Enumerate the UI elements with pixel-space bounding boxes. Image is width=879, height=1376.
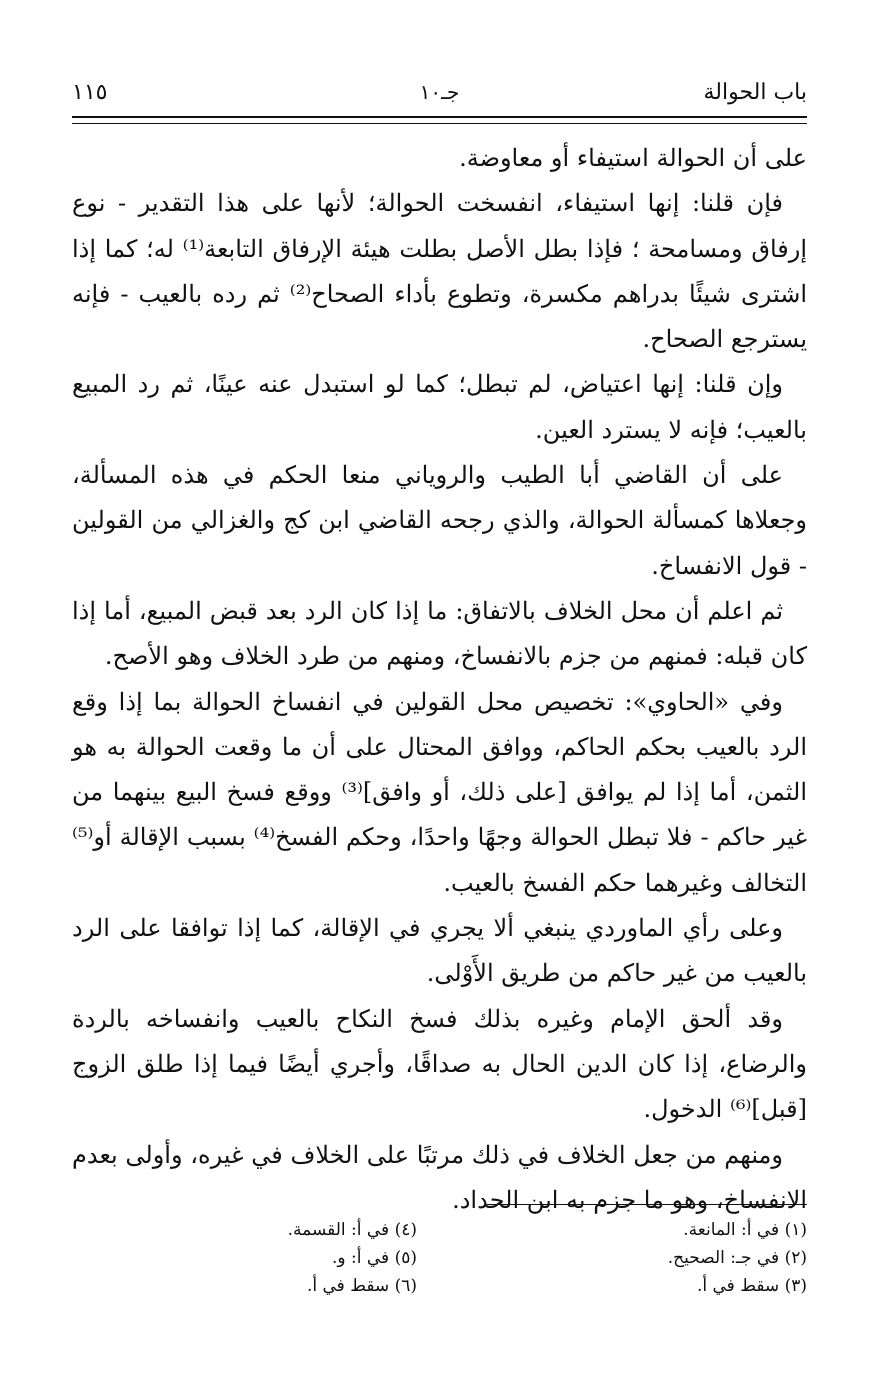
paragraph: وعلى رأي الماوردي ينبغي ألا يجري في الإقالة، كما إذا توافقا على الرد بالعيب من غير حاكم من طريق الأَوْلى. xyxy=(72,914,807,988)
header-rule-thin xyxy=(72,123,807,124)
paragraph: وإن قلنا: إنها اعتياض، لم تبطل؛ كما لو استبدل عنه عينًا، ثم رد المبيع بالعيب؛ فإنه لا يسترد العين. xyxy=(72,370,807,444)
paragraph: وقد ألحق الإمام وغيره بذلك فسخ النكاح بالعيب وانفساخه بالردة والرضاع، إذا كان الدين الحال به صداقًا، وأجري أيضًا فيما إذا طلق الزوج [قبل]⁽⁶⁾ الدخول. xyxy=(72,1004,807,1124)
footnotes-column-right xyxy=(507,1216,807,1300)
paragraph: وفي «الحاوي»: تخصيص محل القولين في انفساخ الحوالة بما إذا وقع الرد بالعيب بحكم الحاكم، ووافق المحتال على أن ما وقعت الحوالة به هو الثمن، أما إذا لم يوافق [على ذلك، أو وافق]⁽³⁾ ووقع فسخ البيع بينهما من غير حاكم - فلا تبطل الحوالة وجهًا واحدًا، وحكم الفسخ⁽⁴⁾ بسبب الإقالة أو⁽⁵⁾ التخالف وغيرهما حكم الفسخ بالعيب. xyxy=(72,687,807,897)
footnote: (٢) في جـ: الصحيح. xyxy=(667,1248,807,1268)
page-number: ١١٥ xyxy=(72,80,108,105)
footnote: (١) في أ: المانعة. xyxy=(683,1220,807,1240)
running-header xyxy=(72,80,807,116)
paragraph: ومنهم من جعل الخلاف في ذلك مرتبًا على الخلاف في غيره، وأولى بعدم الانفساخ، وهو ما جزم به ابن الحداد. xyxy=(72,1140,807,1214)
footnote: (٣) سقط في أ. xyxy=(696,1276,807,1296)
footnote: (٥) في أ: و. xyxy=(332,1248,417,1268)
paragraph: ثم اعلم أن محل الخلاف بالاتفاق: ما إذا كان الرد بعد قبض المبيع، أما إذا كان قبله: فمنهم من جزم بالانفساخ، ومنهم من طرد الخلاف وهو الأصح. xyxy=(72,596,807,671)
volume-number: جـ١٠ xyxy=(419,80,460,104)
paragraph: على أن الحوالة استيفاء أو معاوضة. xyxy=(459,144,807,172)
paragraph: على أن القاضي أبا الطيب والروياني منعا الحكم في هذه المسألة، وجعلاها كمسألة الحوالة، والذي رجحه القاضي ابن كج والغزالي من القولين - قول الانفساخ. xyxy=(72,461,807,580)
footnotes-column-left xyxy=(117,1216,417,1300)
header-rule-thick xyxy=(72,116,807,118)
footnote: (٦) سقط في أ. xyxy=(306,1276,417,1296)
paragraph: فإن قلنا: إنها استيفاء، انفسخت الحوالة؛ لأنها على هذا التقدير - نوع إرفاق ومسامحة ؛ فإذا بطل الأصل بطلت هيئة الإرفاق التابعة⁽¹⁾ له؛ كما إذا اشترى شيئًا بدراهم مكسرة، وتطوع بأداء الصحاح⁽²⁾ ثم رده بالعيب - فإنه يسترجع الصحاح. xyxy=(72,189,807,354)
footnote: (٤) في أ: القسمة. xyxy=(287,1220,417,1240)
body-text xyxy=(72,136,807,1223)
chapter-title: باب الحوالة xyxy=(703,80,807,105)
footnote-separator xyxy=(487,1204,807,1205)
